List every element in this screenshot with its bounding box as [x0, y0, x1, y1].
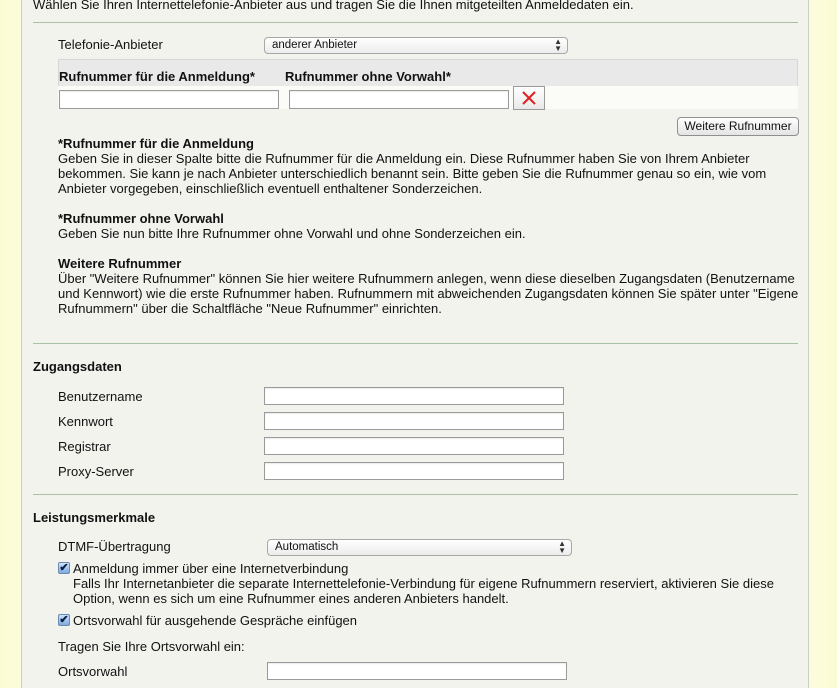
always-login-checkbox[interactable]: ✔: [59, 562, 69, 574]
select-arrows-icon: ▲ ▼: [554, 37, 562, 53]
dtmf-selected-value: Automatisch: [275, 541, 339, 553]
col-header-number-without-area: Rufnummer ohne Vorwahl*: [285, 69, 451, 84]
help-heading-login-number: *Rufnummer für die Anmeldung: [58, 136, 254, 151]
dtmf-label: DTMF-Übertragung: [58, 539, 171, 554]
registrar-input[interactable]: [264, 437, 564, 455]
proxy-label: Proxy-Server: [58, 464, 134, 479]
area-code-checkbox[interactable]: ✔: [59, 614, 69, 626]
password-label: Kennwort: [58, 414, 113, 429]
area-code-prompt: Tragen Sie Ihre Ortsvorwahl ein:: [58, 639, 245, 654]
dtmf-select[interactable]: [267, 539, 572, 556]
username-label: Benutzername: [58, 389, 143, 404]
proxy-input[interactable]: [264, 462, 564, 480]
always-login-label: Anmeldung immer über eine Internetverbindung: [73, 561, 349, 576]
help-text-login-number: Geben Sie in dieser Spalte bitte die Rufnummer für die Anmeldung ein. Diese Rufnummer haben Sie von Ihrem Anbieter bekommen. Sie kann je nach Anbieter unterschiedlich benannt sein. Bitte geben Sie die Rufnummer genau so ein, wie vom Anbieter vorgegeben, einschließlich eventuell enthaltener Sonderzeichen.: [58, 151, 767, 196]
select-arrows-icon: ▲ ▼: [558, 539, 566, 555]
settings-panel: [21, 0, 809, 688]
login-number-input[interactable]: [59, 90, 279, 109]
section-title-features: Leistungsmerkmale: [33, 510, 156, 525]
help-heading-without-area: *Rufnummer ohne Vorwahl: [58, 211, 224, 226]
x-icon: [514, 87, 544, 109]
provider-label: Telefonie-Anbieter: [58, 37, 163, 52]
delete-number-button[interactable]: [513, 86, 545, 110]
username-input[interactable]: [264, 387, 564, 405]
area-code-field-label: Ortsvorwahl: [58, 664, 128, 679]
divider: [33, 22, 798, 23]
area-code-option-label: Ortsvorwahl für ausgehende Gespräche einfügen: [73, 613, 358, 628]
help-heading-more-numbers: Weitere Rufnummer: [58, 256, 182, 271]
provider-selected-value: anderer Anbieter: [272, 39, 358, 51]
area-code-input[interactable]: [267, 662, 567, 680]
registrar-label: Registrar: [58, 439, 111, 454]
add-number-button[interactable]: Weitere Rufnummer: [677, 117, 799, 136]
provider-select[interactable]: [264, 37, 568, 54]
divider: [33, 494, 798, 495]
help-text-more-numbers: Über "Weitere Rufnummer" können Sie hier weitere Rufnummern anlegen, wenn diese dieselben Zugangsdaten (Benutzername und Kennwort) wie die erste Rufnummer haben. Rufnummern mit abweichenden Zugangsdaten können Sie später unter "Eigene Rufnummern" über die Schaltfläche "Neue Rufnummer" einrichten.: [58, 271, 799, 316]
col-header-login-number: Rufnummer für die Anmeldung*: [59, 69, 255, 84]
always-login-hint: Falls Ihr Internetanbieter die separate Internettelefonie-Verbindung für eigene Rufnummern reserviert, aktivieren Sie diese Option, wenn es sich um eine Rufnummer eines anderen Anbieters handelt.: [73, 576, 774, 606]
number-without-area-input[interactable]: [289, 90, 509, 109]
password-input[interactable]: [264, 412, 564, 430]
help-text-without-area: Geben Sie nun bitte Ihre Rufnummer ohne Vorwahl und ohne Sonderzeichen ein.: [58, 226, 526, 241]
section-title-access: Zugangsdaten: [33, 359, 122, 374]
intro-text: Wählen Sie Ihren Internettelefonie-Anbieter aus und tragen Sie die Ihnen mitgeteilten Anmeldedaten ein.: [33, 0, 634, 12]
divider: [33, 343, 798, 344]
